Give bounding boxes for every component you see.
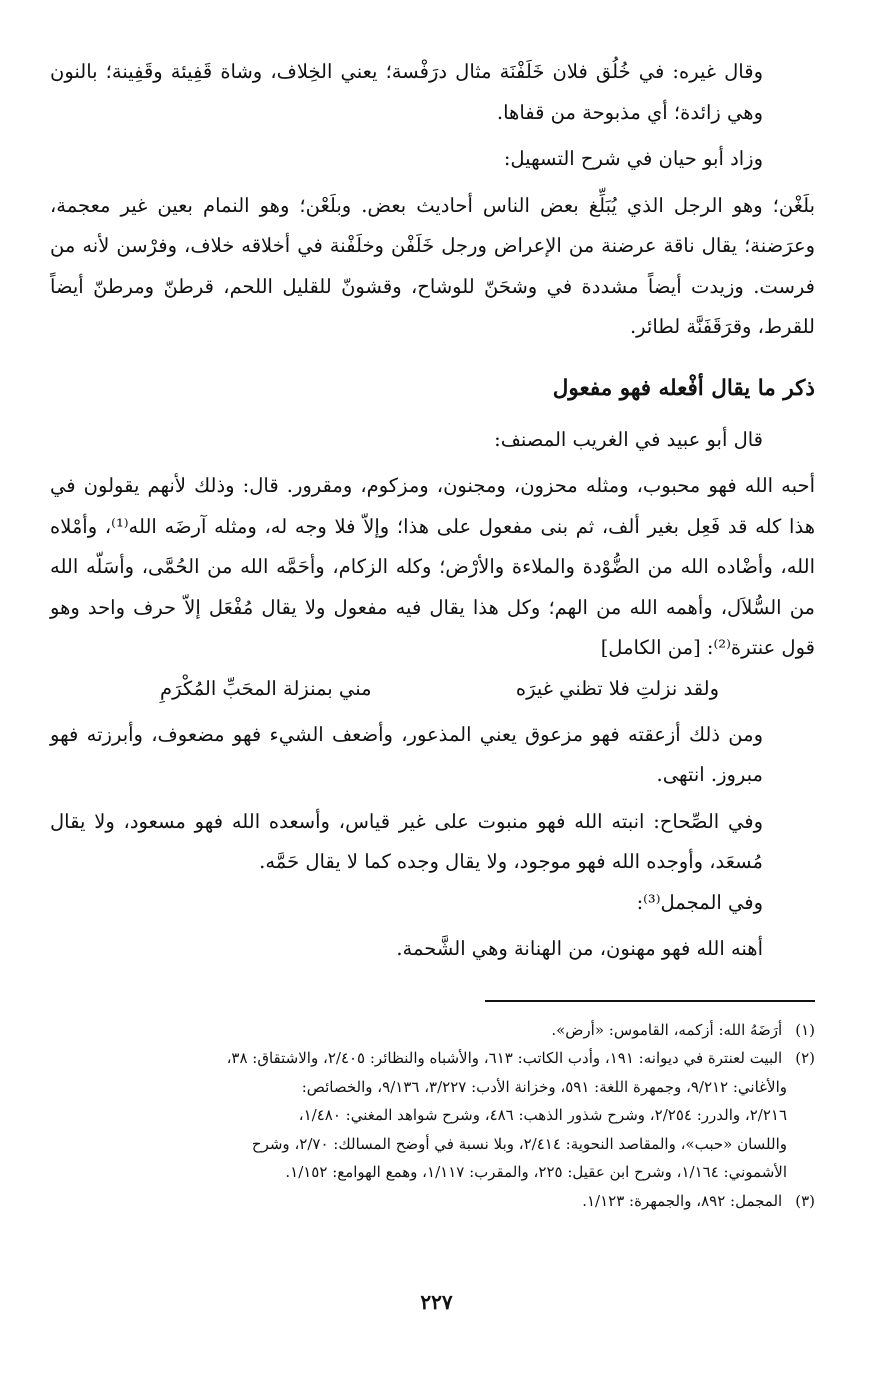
footnote-3-text: المجمل: ٨٩٢، والجمهرة: ١/١٢٣. bbox=[582, 1191, 783, 1210]
footnote-2-line-2: والأغاني: ٩/٢١٢، وجمهرة اللغة: ٥٩١، وخزانة الأدب: ٣/٢٢٧، ٩/١٣٦، والخصائص: bbox=[301, 1077, 787, 1096]
paragraph-9: أهنه الله فهو مهنون، من الهنانة وهي الشَّحمة. bbox=[396, 937, 763, 960]
footnote-1-text: أرَضَهُ الله: أزكمه، القاموس: «أرض». bbox=[551, 1020, 783, 1039]
footnote-divider bbox=[485, 1000, 815, 1002]
footnote-2-line-1: البيت لعنترة في ديوانه: ١٩١، وأدب الكاتب: ٦١٣، والأشباه والنظائر: ٢/٤٠٥، والاشتقاق: ٣٨، bbox=[226, 1049, 783, 1067]
footnote-1-number: (١) bbox=[795, 1020, 815, 1039]
page-number: ٢٢٧ bbox=[420, 1290, 453, 1314]
footnote-2-line-3: ٢/٢١٦، والدرر: ٢/٢٥٤، وشرح شذور الذهب: ٤٨٦، وشرح شواهد المغني: ١/٤٨٠، bbox=[298, 1106, 787, 1124]
paragraph-8: وفي المجمل⁽³⁾: bbox=[636, 890, 763, 914]
verse-first-hemistich: ولقد نزلتِ فلا تظني غيرَه bbox=[515, 676, 719, 700]
main-text bbox=[50, 52, 815, 970]
footnote-3 bbox=[50, 1187, 815, 1216]
footnote-2-line-4: واللسان «حبب»، والمقاصد النحوية: ٢/٤١٤، وبلا نسبة في أوضح المسالك: ٢/٧٠، وشرح bbox=[251, 1134, 787, 1153]
paragraph-1: وقال غيره: في خُلُق فلان خَلَفْنَة مثال درَفْسة؛ يعني الخِلاف، وشاة قَفِيئة وقَفِينة؛ بالنون وهي زائدة؛ أي مذبوحة من قفاها. bbox=[50, 60, 763, 124]
verse-second-hemistich: مني بمنزلة المحَبِّ المُكْرَمِ bbox=[160, 676, 372, 700]
paragraph-5: أحبه الله فهو محبوب، ومثله محزون، ومجنون، ومزكوم، ومقرور. قال: وذلك لأنهم يقولون في هذا كله قد فَعِل بغير ألف، ثم بنى مفعول على هذا؛ وإلاّ فلا وجه له، ومثله آرضَه الله⁽¹⁾، وأمْلاه الله، وأضْاده الله من الضُّوْدة والملاءة والأرْض؛ وكله الزكام، وأحَمَّه الله من الحُمَّى، وأسَلّه الله من السُّلاَل، وأهمه الله من الهم؛ وكل هذا يقال فيه مفعول ولا يقال مُفْعَل إلاّ حرف واحد وهو قول عنترة⁽²⁾: [من الكامل] bbox=[50, 474, 815, 659]
paragraph-4: قال أبو عبيد في الغريب المصنف: bbox=[494, 427, 763, 451]
paragraph-2: وزاد أبو حيان في شرح التسهيل: bbox=[503, 147, 763, 170]
footnote-1 bbox=[50, 1016, 815, 1045]
section-heading: ذكر ما يقال أفْعله فهو مفعول bbox=[552, 375, 815, 401]
footnote-3-number: (٣) bbox=[795, 1191, 815, 1210]
footnote-2 bbox=[50, 1044, 815, 1073]
footnote-2-number: (٢) bbox=[795, 1049, 815, 1067]
paragraph-3: بلَغْن؛ وهو الرجل الذي يُبَلِّغ بعض الناس أحاديث بعض. وبلَعْن؛ وهو النمام بعين غير معجمة، وعرَضنة؛ يقال ناقة عرضنة من الإعراض ورجل خَلَفْن وخلَفْنة في أخلاقه خلاف، وفرْسن لأنه من فرست. وزيدت أيضاً مشددة في وشحَنّ للوشاح، وقشونّ للقليل اللحم، قرطنّ ومرطنّ أيضاً للقرط، وقرَقَفَنَّة لطائر. bbox=[50, 193, 815, 338]
footnotes bbox=[50, 1016, 815, 1216]
poem-verse bbox=[50, 669, 815, 709]
paragraph-6: ومن ذلك أزعقته فهو مزعوق يعني المذعور، وأضعف الشيء فهو مضعوف، وأبرزته فهو مبروز. انتهى. bbox=[50, 722, 763, 786]
footnote-2-line-5: الأشموني: ١/١٦٤، وشرح ابن عقيل: ٢٢٥، والمقرب: ١/١١٧، وهمع الهوامع: ١/١٥٢. bbox=[285, 1163, 787, 1181]
paragraph-7: وفي الصِّحاح: انبته الله فهو منبوت على غير قياس، وأسعده الله فهو مسعود، ولا يقال مُسعَد، وأوجده الله فهو موجود، ولا يقال وجده كما لا يقال حَمَّه. bbox=[50, 809, 763, 873]
